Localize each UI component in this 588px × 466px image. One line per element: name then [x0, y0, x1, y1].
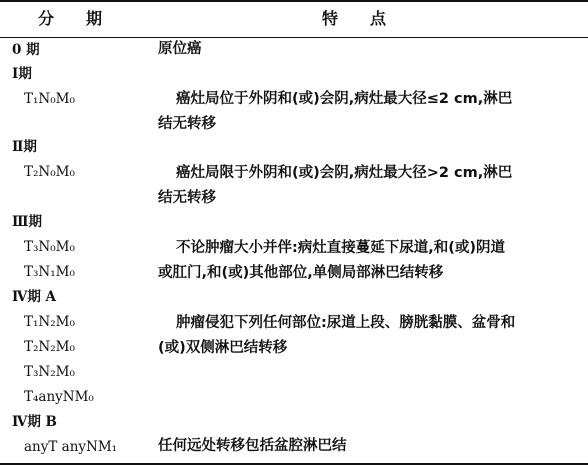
desc-1-line-1: 癌灶局位于外阴和(或)会阴,病灶最大径≤2 cm,淋巴: [176, 91, 513, 107]
desc-4b: 任何远处转移包括盆腔淋巴结: [158, 438, 347, 454]
desc-4a-line-2: (或)双侧淋巴结转移: [158, 340, 288, 356]
desc-2-line-1: 癌灶局限于外阴和(或)会阴,病灶最大径>2 cm,淋巴: [176, 165, 513, 181]
stage-2-tnm: T₂N₀M₀: [24, 164, 75, 180]
desc-3-line-2: 或肛门,和(或)其他部位,单侧局部淋巴结转移: [158, 265, 444, 281]
desc-3-line-1: 不论肿瘤大小并伴:病灶直接蔓延下尿道,和(或)阴道: [176, 240, 506, 256]
stage-4a-tnm-2: T₂N₂M₀: [24, 339, 75, 355]
stage-3-tnm-1: T₃N₀M₀: [24, 239, 75, 255]
stage-0: 0 期: [12, 42, 40, 58]
stage-4a-tnm-1: T₁N₂M₀: [24, 314, 75, 330]
stage-1-tnm: T₁N₀M₀: [24, 91, 75, 107]
table-top-rule: [0, 0, 588, 2]
desc-0: 原位癌: [158, 41, 202, 57]
stage-3-tnm-2: T₃N₁M₀: [24, 264, 75, 280]
stage-3: Ⅲ期: [12, 214, 42, 230]
stage-1: Ⅰ期: [12, 66, 32, 82]
desc-1-line-2: 结无转移: [158, 116, 216, 132]
stage-4a: Ⅳ期 A: [12, 289, 56, 305]
stage-4a-tnm-4: T₄anyNM₀: [24, 389, 94, 405]
stage-4b-tnm: anyT anyNM₁: [24, 439, 118, 455]
stage-4a-tnm-3: T₃N₂M₀: [24, 364, 75, 380]
header-features: 特 点: [322, 9, 387, 28]
table-bottom-rule: [0, 463, 588, 465]
desc-2-line-2: 结无转移: [158, 190, 216, 206]
header-stage: 分 期: [38, 9, 103, 28]
stage-2: Ⅱ期: [12, 139, 37, 155]
desc-4a-line-1: 肿瘤侵犯下列任何部位:尿道上段、膀胱黏膜、盆骨和: [176, 315, 516, 331]
stage-4b: Ⅳ期 B: [12, 414, 57, 430]
